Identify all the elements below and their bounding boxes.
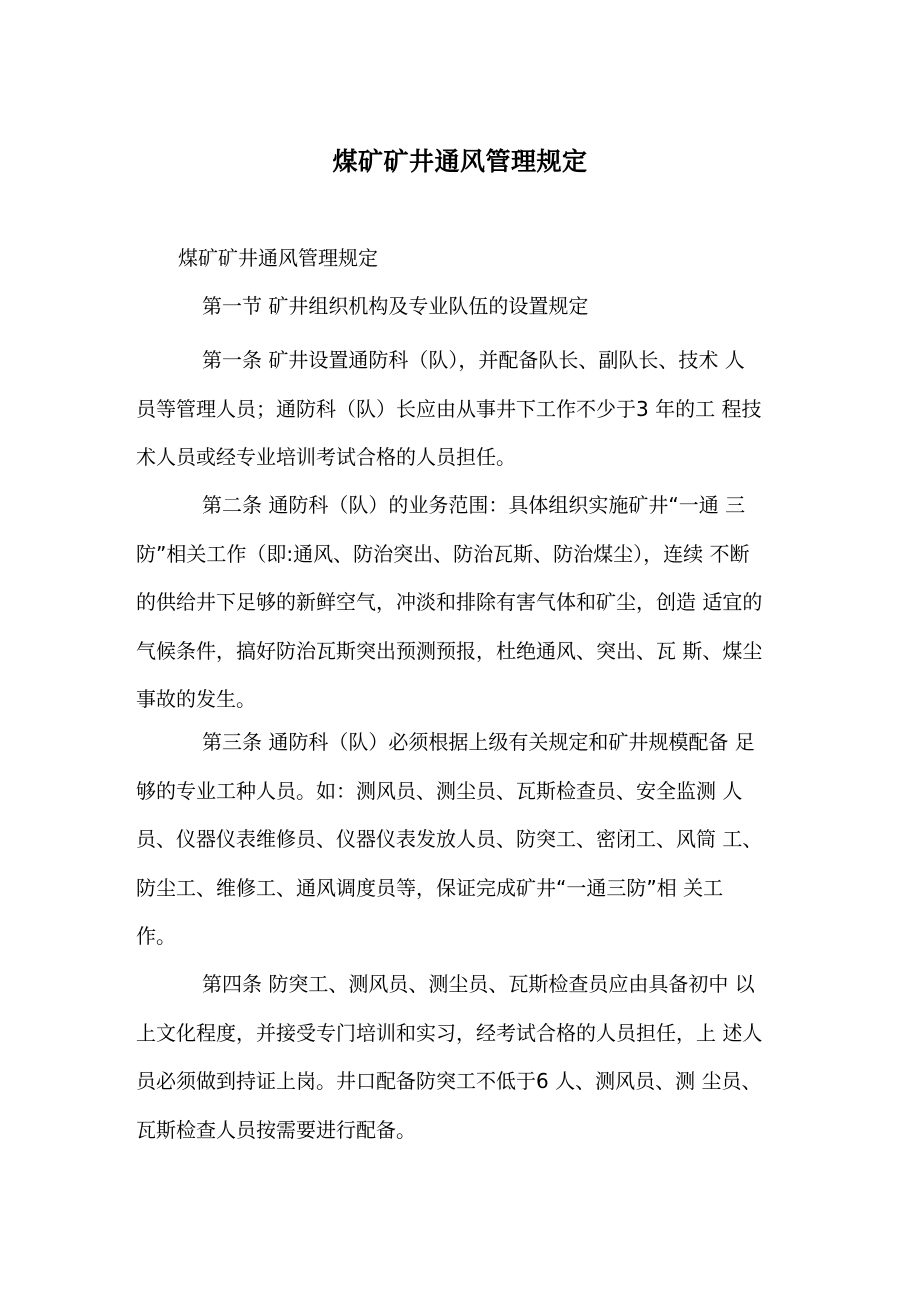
article-line: 防尘工、维修工、通风调度员等，保证完成矿井“一通三防”相 关工 [136,875,724,900]
article-line: 员、仪器仪表维修员、仪器仪表发放人员、防突工、密闭工、风筒 工、 [136,827,763,851]
article-line: 够的专业工种人员。如：测风员、测尘员、瓦斯检查员、安全监测 人 [136,778,743,803]
article-line: 上文化程度，并接受专门培训和实习，经考试合格的人员担任，上 述人 [136,1020,763,1045]
document-subtitle: 煤矿矿井通风管理规定 [178,246,378,270]
article-line: 第一条 矿井设置通防科（队），并配备队长、副队长、技术 人 [202,348,745,372]
article-line: 员等管理人员；通防科（队）长应由从事井下工作不少于3 年的工 程技 [136,396,762,421]
article-line: 第二条 通防科（队）的业务范围：具体组织实施矿井“一通 三 [202,493,746,517]
article-line: 防”相关工作（即:通风、防治突出、防治瓦斯、防治煤尘），连续 不断 [136,541,750,566]
article-4 [136,960,796,1154]
article-line: 术人员或经专业培训考试合格的人员担任。 [136,445,516,469]
article-line: 事故的发生。 [136,687,256,711]
article-3 [136,718,796,961]
article-line: 的供给井下足够的新鲜空气，冲淡和排除有害气体和矿尘，创造 适宜的 [136,590,763,614]
article-line: 瓦斯检查人员按需要进行配备。 [136,1117,416,1142]
article-line: 员必须做到持证上岗。井口配备防突工不低于6 人、测风员、测 尘员、 [136,1069,762,1093]
section-heading: 第一节 矿井组织机构及专业队伍的设置规定 [202,294,589,318]
document-title: 煤矿矿井通风管理规定 [332,147,588,176]
article-line: 第四条 防突工、测风员、测尘员、瓦斯检查员应由具备初中 以 [202,972,755,996]
article-line: 第三条 通防科（队）必须根据上级有关规定和矿井规模配备 足 [202,730,755,754]
article-1 [136,336,796,482]
article-2 [136,481,796,724]
article-line: 气候条件，搞好防治瓦斯突出预测预报，杜绝通风、突出、瓦 斯、煤尘 [136,638,763,663]
article-line: 作。 [136,924,176,948]
